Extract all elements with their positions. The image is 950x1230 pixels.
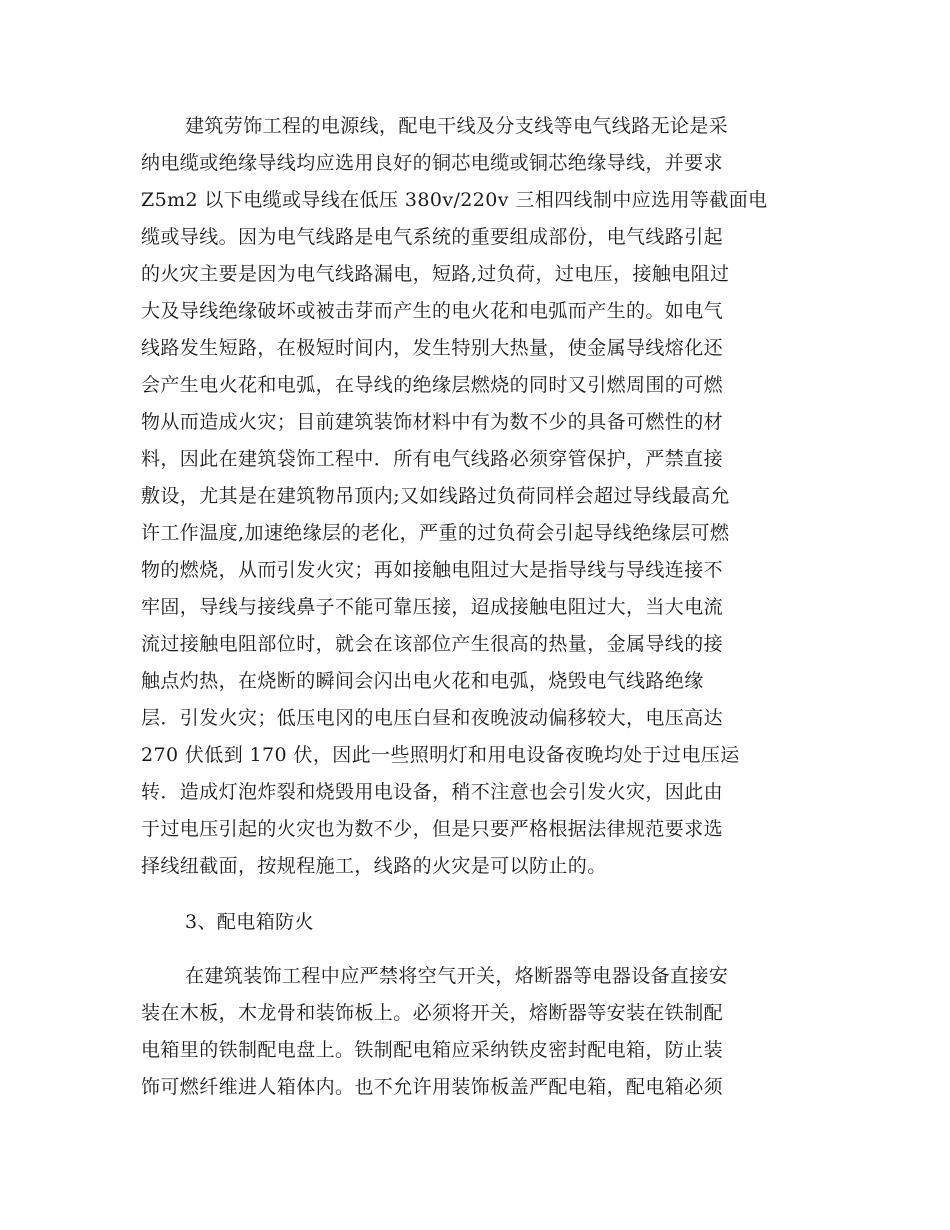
paragraph-2-line: 装在木板，木龙骨和装饰板上。必须将开关，熔断器等安装在铁制配 (141, 1002, 724, 1024)
paragraph-1-line: 层．引发火灾；低压电冈的电压白昼和夜晚波动偏移较大，电压高达 (141, 707, 724, 729)
paragraph-2-line: 在建筑装饰工程中应严禁将空气开关，烙断器等电器设备直接安 (185, 965, 729, 987)
paragraph-1-line: 大及导线绝缘破坏或被击芽而产生的电火花和电弧而产生的。如电气 (141, 300, 724, 322)
paragraph-1-line: 转．造成灯泡炸裂和烧毁用电设备，稍不注意也会引发火灾，因此由 (141, 781, 724, 803)
paragraph-1-line: 流过接触电阻部位时，就会在该部位产生很高的热量，金属导线的接 (141, 633, 724, 655)
paragraph-1-line: 会产生电火花和电弧，在导线的绝缘层燃烧的同时又引燃周围的可燃 (141, 374, 724, 396)
paragraph-1-line: 牢固，导线与接线鼻子不能可靠压接，迢成接触电阻过大，当大电流 (141, 596, 724, 618)
paragraph-1-line: 线路发生短路，在极短时间内，发生特别大热量，使金属导线熔化还 (141, 337, 724, 359)
paragraph-1-line: 纳电缆或绝缘导线均应选用良好的铜芯电缆或铜芯绝缘导线，并要求 (141, 152, 724, 174)
paragraph-1-line: Z5m2 以下电缆或导线在低压 380v/220v 三相四线制中应选用等截面电 (141, 189, 768, 211)
paragraph-2-line: 电箱里的铁制配电盘上。铁制配电箱应采纳铁皮密封配电箱，防止装 (141, 1039, 724, 1061)
paragraph-1-line: 270 伏低到 170 伏，因此一些照明灯和用电设备夜晚均处于过电压运 (141, 744, 740, 766)
paragraph-2-line: 饰可燃纤维进人箱体内。也不允许用装饰板盖严配电箱，配电箱必须 (141, 1076, 724, 1098)
paragraph-1-line: 的火灾主要是因为电气线路漏电，短路,过负荷，过电压，接触电阻过 (141, 263, 730, 285)
paragraph-1-line: 料，因此在建筑袋饰工程中．所有电气线路必须穿管保护，严禁直接 (141, 448, 724, 470)
paragraph-1-line: 缆或导线。因为电气线路是电气系统的重要组成部份，电气线路引起 (141, 226, 724, 248)
paragraph-1-line: 物从而造成火灾；目前建筑装饰材料中有为数不少的具备可燃性的材 (141, 411, 724, 433)
paragraph-1-line: 建筑劳饰工程的电源线，配电干线及分支线等电气线路无论是采 (185, 115, 729, 137)
paragraph-1-line: 于过电压引起的火灾也为数不少，但是只要严格根据法律规范要求选 (141, 818, 724, 840)
paragraph-1-line: 敷设，尤其是在建筑物吊顶内;又如线路过负荷同样会超过导线最高允 (141, 485, 730, 507)
paragraph-1-line: 择线纽截面，按规程施工，线路的火灾是可以防止的。 (141, 855, 607, 877)
paragraph-1-line: 物的燃烧，从而引发火灾；再如接触电阻过大是指导线与导线连接不 (141, 559, 724, 581)
section-heading: 3、配电箱防火 (185, 911, 314, 933)
paragraph-1-line: 触点灼热，在烧断的瞬间会闪出电火花和电弧，烧毁电气线路绝缘 (141, 670, 704, 692)
paragraph-1-line: 许工作温度,加速绝缘层的老化，严重的过负荷会引起导线绝缘层可燃 (141, 522, 730, 544)
